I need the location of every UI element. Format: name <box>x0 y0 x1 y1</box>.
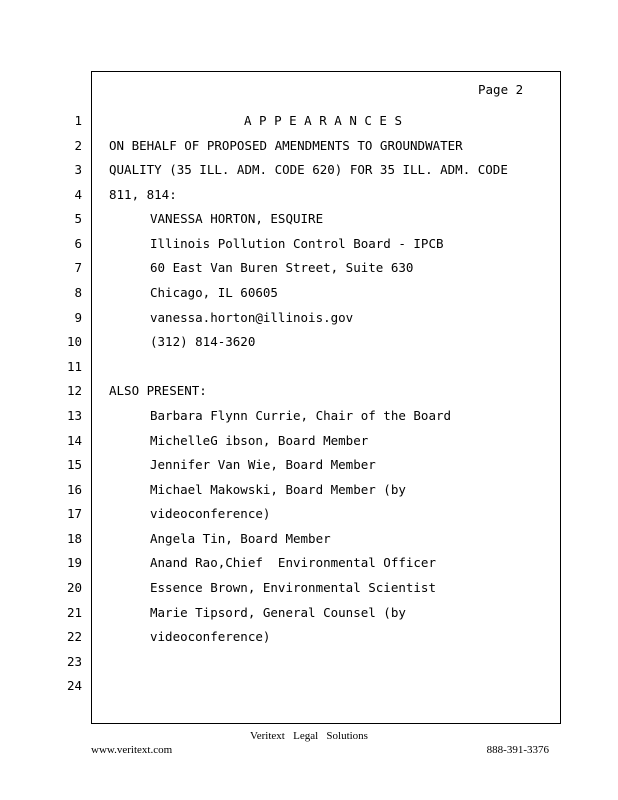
footer-phone: 888-391-3376 <box>486 744 549 756</box>
page-number: Page 2 <box>478 82 524 97</box>
line-number: 14 <box>66 433 82 448</box>
line-number: 21 <box>66 605 82 620</box>
transcript-line: Chicago, IL 60605 <box>150 285 278 300</box>
line-number: 11 <box>66 359 82 374</box>
transcript-line: Marie Tipsord, General Counsel (by <box>150 605 406 620</box>
line-number: 19 <box>66 555 82 570</box>
line-number: 10 <box>66 334 82 349</box>
appearances-heading: A P P E A R A N C E S <box>243 113 403 128</box>
transcript-line: Michael Makowski, Board Member (by <box>150 482 406 497</box>
footer-website: www.veritext.com <box>91 744 173 756</box>
transcript-line: Angela Tin, Board Member <box>150 531 331 546</box>
transcript-line: Anand Rao,Chief Environmental Officer <box>150 555 436 570</box>
transcript-line: ALSO PRESENT: <box>109 383 207 398</box>
transcript-line: Illinois Pollution Control Board - IPCB <box>150 236 444 251</box>
line-number: 23 <box>66 654 82 669</box>
line-number: 18 <box>66 531 82 546</box>
transcript-line: MichelleG ibson, Board Member <box>150 433 369 448</box>
line-number: 20 <box>66 580 82 595</box>
transcript-line: 811, 814: <box>109 187 177 202</box>
transcript-line: ON BEHALF OF PROPOSED AMENDMENTS TO GROUNDWATER <box>109 138 463 153</box>
line-number: 2 <box>74 138 82 153</box>
line-number: 15 <box>66 457 82 472</box>
line-number: 24 <box>66 678 82 693</box>
line-number: 16 <box>66 482 82 497</box>
line-number: 13 <box>66 408 82 423</box>
line-number: 4 <box>74 187 82 202</box>
transcript-line: videoconference) <box>150 506 271 521</box>
transcript-line: Jennifer Van Wie, Board Member <box>150 457 376 472</box>
line-number: 1 <box>74 113 82 128</box>
line-number: 22 <box>66 629 82 644</box>
transcript-line: videoconference) <box>150 629 271 644</box>
transcript-line: Barbara Flynn Currie, Chair of the Board <box>150 408 452 423</box>
transcript-line: VANESSA HORTON, ESQUIRE <box>150 211 324 226</box>
transcript-line: QUALITY (35 ILL. ADM. CODE 620) FOR 35 ILL. ADM. CODE <box>109 162 508 177</box>
transcript-line: Essence Brown, Environmental Scientist <box>150 580 436 595</box>
transcript-line: (312) 814-3620 <box>150 334 256 349</box>
line-number: 8 <box>74 285 82 300</box>
line-number: 9 <box>74 310 82 325</box>
transcript-line: vanessa.horton@illinois.gov <box>150 310 354 325</box>
line-number: 17 <box>66 506 82 521</box>
transcript-line: 60 East Van Buren Street, Suite 630 <box>150 260 414 275</box>
line-number: 7 <box>74 260 82 275</box>
line-number: 5 <box>74 211 82 226</box>
line-number: 3 <box>74 162 82 177</box>
line-number: 12 <box>66 383 82 398</box>
line-number: 6 <box>74 236 82 251</box>
footer-company: Veritext Legal Solutions <box>250 730 368 742</box>
